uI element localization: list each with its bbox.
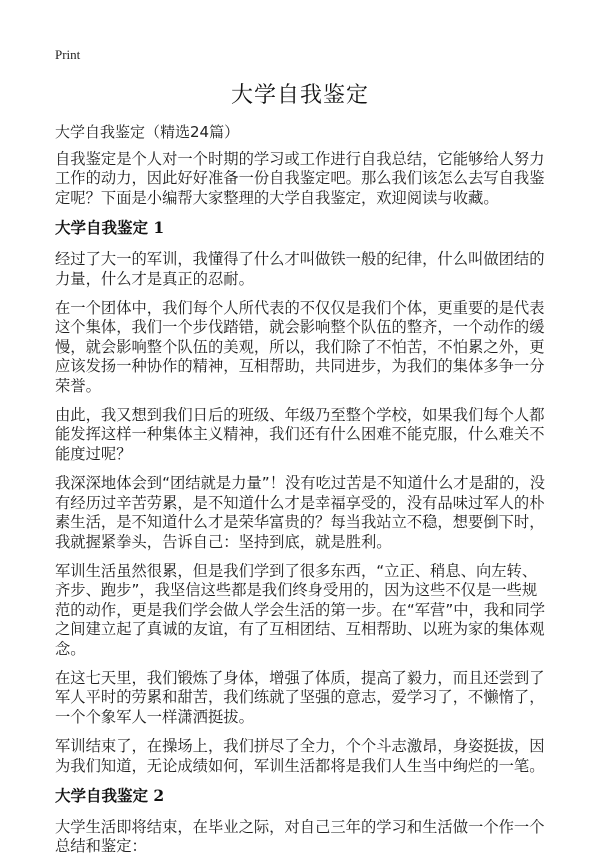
page-title: 大学自我鉴定 bbox=[230, 83, 369, 108]
subtitle: 大学自我鉴定（精选24篇） bbox=[55, 123, 240, 141]
paragraph: 军训结束了，在操场上，我们拼尽了全力，个个斗志激昂，身姿挺拔，因为我们知道，无论成绩如何，军训生活都将是我们人生当中绚烂的一笔。 bbox=[55, 737, 545, 775]
print-link[interactable]: Print bbox=[55, 47, 81, 62]
paragraph: 在一个团体中，我们每个人所代表的不仅仅是我们个体，更重要的是代表这个集体，我们一个步伐踏错，就会影响整个队伍的整齐，一个动作的缓慢，就会影响整个队伍的美观，所以，我们除了不怕苦，不怕累之外，更应该发扬一种协作的精神，互相帮助，共同进步，为我们的集体多争一分荣誉。 bbox=[55, 299, 545, 395]
paragraph: 经过了大一的军训，我懂得了什么才叫做铁一般的纪律，什么叫做团结的力量，什么才是真正的忍耐。 bbox=[55, 250, 545, 288]
paragraph: 在这七天里，我们锻炼了身体，增强了体质，提高了毅力，而且还尝到了军人平时的劳累和甜苦，我们练就了坚强的意志，爱学习了，不懒惰了，一个个象军人一样潇洒挺拔。 bbox=[55, 668, 545, 726]
intro-paragraph: 自我鉴定是个人对一个时期的学习或工作进行自我总结，它能够给人努力工作的动力，因此好好准备一份自我鉴定吧。那么我们该怎么去写自我鉴定呢？下面是小编帮大家整理的大学自我鉴定，欢迎阅读与收藏。 bbox=[55, 150, 545, 207]
section-heading: 大学自我鉴定 1 bbox=[55, 218, 165, 238]
paragraph: 大学生活即将结束，在毕业之际，对自己三年的学习和生活做一个作一个总结和鉴定： bbox=[55, 817, 545, 856]
section-heading: 大学自我鉴定 2 bbox=[55, 785, 165, 805]
document-body bbox=[55, 150, 547, 867]
paragraph: 由此，我又想到我们日后的班级、年级乃至整个学校，如果我们每个人都能发挥这样一种集体主义精神，我们还有什么困难不能克服，什么难关不能度过呢？ bbox=[55, 406, 545, 463]
paragraph: 军训生活虽然很累，但是我们学到了很多东西，“立正、稍息、向左转、齐步、跑步”，我坚信这些都是我们终身受用的，因为这些不仅是一些规范的动作，更是我们学会做人学会生活的第一步。在“军营”中，我和同学之间建立起了真诚的友谊，有了互相团结、互相帮助、以班为家的集体观念。 bbox=[55, 561, 546, 658]
paragraph: 我深深地体会到“团结就是力量”！没有吃过苦是不知道什么才是甜的，没有经历过辛苦劳累，是不知道什么才是幸福享受的，没有品味过军人的朴素生活，是不知道什么才是荣华富贵的？每当我站立不稳，想要倒下时，我就握紧拳头，告诉自己：坚持到底，就是胜利。 bbox=[55, 474, 546, 551]
